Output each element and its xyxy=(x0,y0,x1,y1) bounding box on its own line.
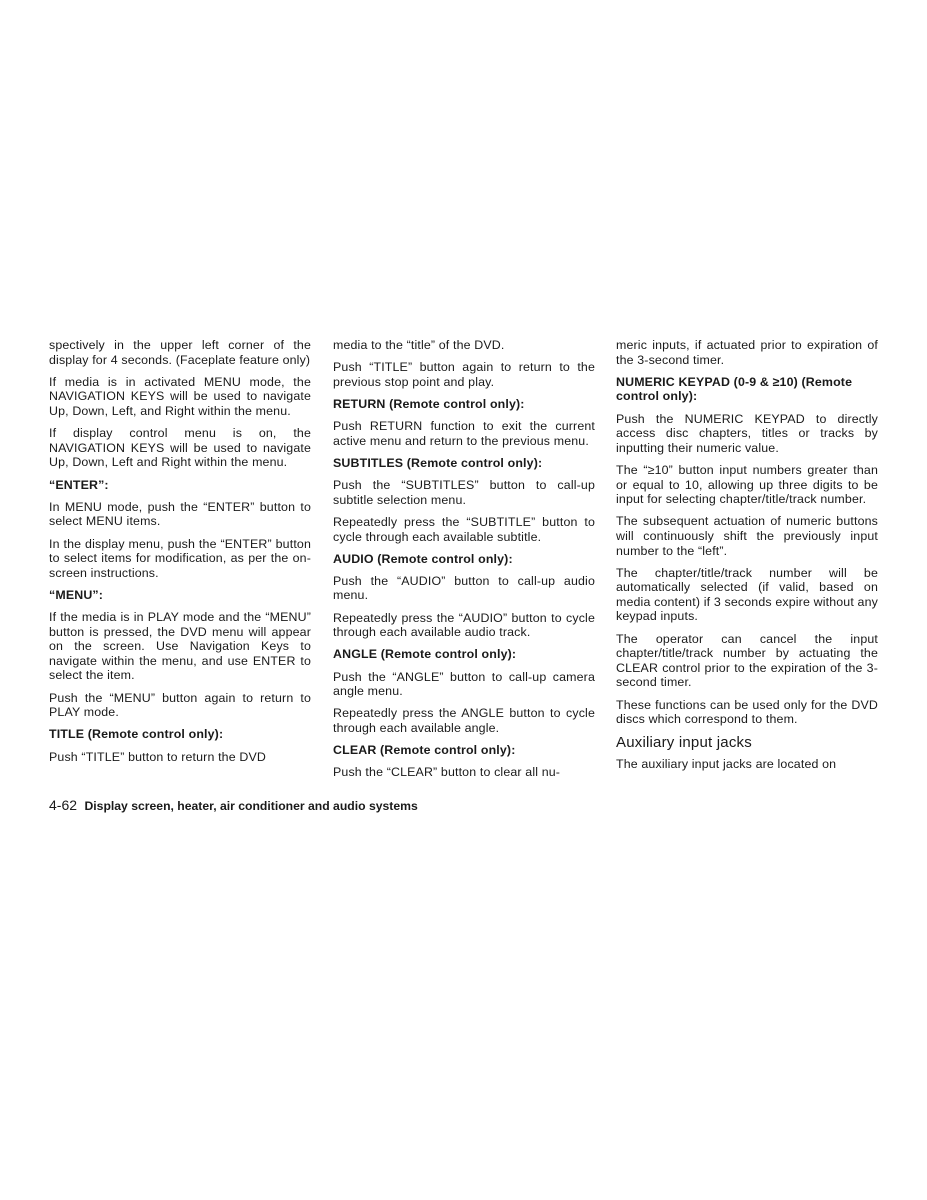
paragraph: spectively in the upper left corner of the display for 4 seconds. (Faceplate feature only) xyxy=(49,338,311,367)
text-column-middle xyxy=(333,338,595,780)
subheading-menu: “MENU”: xyxy=(49,587,104,602)
paragraph: Push the “AUDIO” button to call-up audio menu. xyxy=(333,573,595,603)
paragraph: Push the “SUBTITLES” button to call-up subtitle selection menu. xyxy=(333,478,595,507)
paragraph: Push the NUMERIC KEYPAD to directly access disc chapters, titles or tracks by inputting their numeric value. xyxy=(616,411,878,455)
subheading-audio: AUDIO (Remote control only): xyxy=(333,551,513,566)
paragraph: meric inputs, if actuated prior to expiration of the 3-second timer. xyxy=(616,338,878,367)
page-number: 4-62 xyxy=(49,797,78,813)
subheading-subtitles: SUBTITLES (Remote control only): xyxy=(333,455,543,470)
paragraph: The “≥10” button input numbers greater than or equal to 10, allowing up three digits to be input for selecting chapter/title/track number. xyxy=(616,462,878,507)
paragraph: The auxiliary input jacks are located on xyxy=(616,757,837,772)
paragraph: Repeatedly press the “AUDIO” button to cycle through each available audio track. xyxy=(333,610,595,640)
page-footer xyxy=(49,797,418,814)
section-heading-auxiliary-input-jacks: Auxiliary input jacks xyxy=(616,734,752,752)
paragraph: Repeatedly press the ANGLE button to cycle through each available angle. xyxy=(333,706,595,735)
footer-section-title: Display screen, heater, air conditioner and audio systems xyxy=(84,799,418,813)
text-column-right xyxy=(616,338,878,772)
paragraph: Push RETURN function to exit the current active menu and return to the previous menu. xyxy=(333,419,595,448)
paragraph: The subsequent actuation of numeric buttons will continuously shift the previously input number to the “left”. xyxy=(616,514,878,558)
paragraph: media to the “title” of the DVD. xyxy=(333,338,505,352)
paragraph: The chapter/title/track number will be automatically selected (if valid, based on media content) if 3 seconds expire without any keypad inputs. xyxy=(616,565,878,624)
paragraph: Push the “MENU” button again to return to PLAY mode. xyxy=(49,690,311,720)
subheading-angle: ANGLE (Remote control only): xyxy=(333,647,517,662)
paragraph: The operator can cancel the input chapter/title/track number by actuating the CLEAR control prior to the expiration of the 3-second timer. xyxy=(616,631,878,690)
subheading-numeric-keypad: NUMERIC KEYPAD (0-9 & ≥10) (Remote control only): xyxy=(616,374,853,404)
paragraph: In MENU mode, push the “ENTER” button to select MENU items. xyxy=(49,499,311,529)
subheading-clear: CLEAR (Remote control only): xyxy=(333,743,516,758)
paragraph: If media is in activated MENU mode, the NAVIGATION KEYS will be used to navigate Up, Down, Left, and Right within the menu. xyxy=(49,374,311,418)
paragraph: Push “TITLE” button to return the DVD xyxy=(49,749,266,764)
paragraph: In the display menu, push the “ENTER” button to select items for modification, as per the on-screen instructions. xyxy=(49,536,311,580)
paragraph: If display control menu is on, the NAVIGATION KEYS will be used to navigate Up, Down, Left and Right within the menu. xyxy=(49,426,311,470)
subheading-title: TITLE (Remote control only): xyxy=(49,727,224,742)
paragraph: These functions can be used only for the DVD discs which correspond to them. xyxy=(616,697,878,727)
text-column-left xyxy=(49,338,311,764)
paragraph: Repeatedly press the “SUBTITLE” button to cycle through each available subtitle. xyxy=(333,514,595,544)
subheading-enter: “ENTER”: xyxy=(49,477,109,492)
paragraph: Push the “CLEAR” button to clear all nu- xyxy=(333,765,561,780)
paragraph: If the media is in PLAY mode and the “MENU” button is pressed, the DVD menu will appear on the screen. Use Navigation Keys to navigate within the menu, and use ENTER to select the item. xyxy=(49,610,311,683)
paragraph: Push “TITLE” button again to return to the previous stop point and play. xyxy=(333,360,595,389)
subheading-return: RETURN (Remote control only): xyxy=(333,396,525,411)
paragraph: Push the “ANGLE” button to call-up camera angle menu. xyxy=(333,669,595,699)
